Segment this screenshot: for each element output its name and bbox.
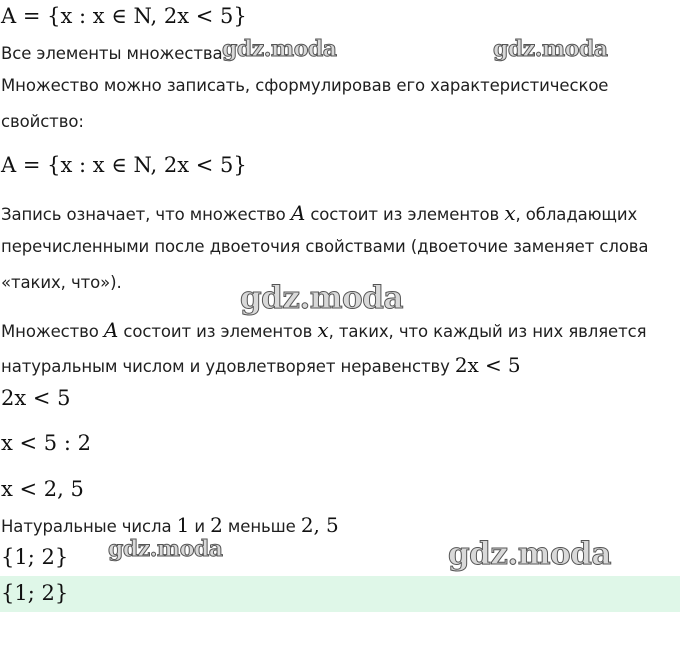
watermark-logo: gdz.moda (108, 536, 223, 562)
naturals-text: Натуральные числа 1 и 2 меньше 2, 5 (1, 513, 339, 537)
characteristic-text-line-1: Множество можно записать, сформулировав его характеристическое (1, 76, 609, 95)
inline-math-inequality: 2x < 5 (454, 353, 521, 377)
result-set: {1; 2} (1, 545, 69, 569)
answer-set: {1; 2} (1, 581, 69, 605)
inline-math-a: A (290, 201, 306, 225)
solution-step-1: 2x < 5 (1, 386, 71, 410)
watermark-logo: gdz.moda (448, 536, 611, 572)
inline-math-a: A (103, 318, 119, 342)
meaning-text-line-2: перечисленными после двоеточия свойствами (двоеточие заменяет слова (1, 237, 649, 256)
set-definition-formula-2: A = {x : x ∈ N, 2x < 5} (1, 153, 247, 177)
characteristic-text-line-2: свойство: (1, 112, 84, 131)
consists-text-line-1: Множество A состоит из элементов x, таких, что каждый из них является (1, 318, 647, 342)
meaning-text-line-1: Запись означает, что множество A состоит из элементов x, обладающих (1, 201, 638, 225)
watermark-logo: gdz.moda (493, 36, 608, 62)
watermark-logo: gdz.moda (240, 280, 403, 316)
consists-text-line-2: натуральным числом и удовлетворяет неравенству 2x < 5 (1, 353, 521, 377)
inline-math-x: x (317, 318, 329, 342)
all-elements-text: Все элементы множества (1, 44, 223, 63)
inline-math-x: x (504, 201, 516, 225)
answer-highlight (0, 576, 680, 612)
meaning-text-line-3: «таких, что»). (1, 273, 122, 292)
watermark-logo: gdz.moda (222, 36, 337, 62)
set-definition-formula: A = {x : x ∈ N, 2x < 5} (1, 4, 247, 28)
solution-step-2: x < 5 : 2 (1, 431, 91, 455)
solution-step-3: x < 2, 5 (1, 477, 84, 501)
